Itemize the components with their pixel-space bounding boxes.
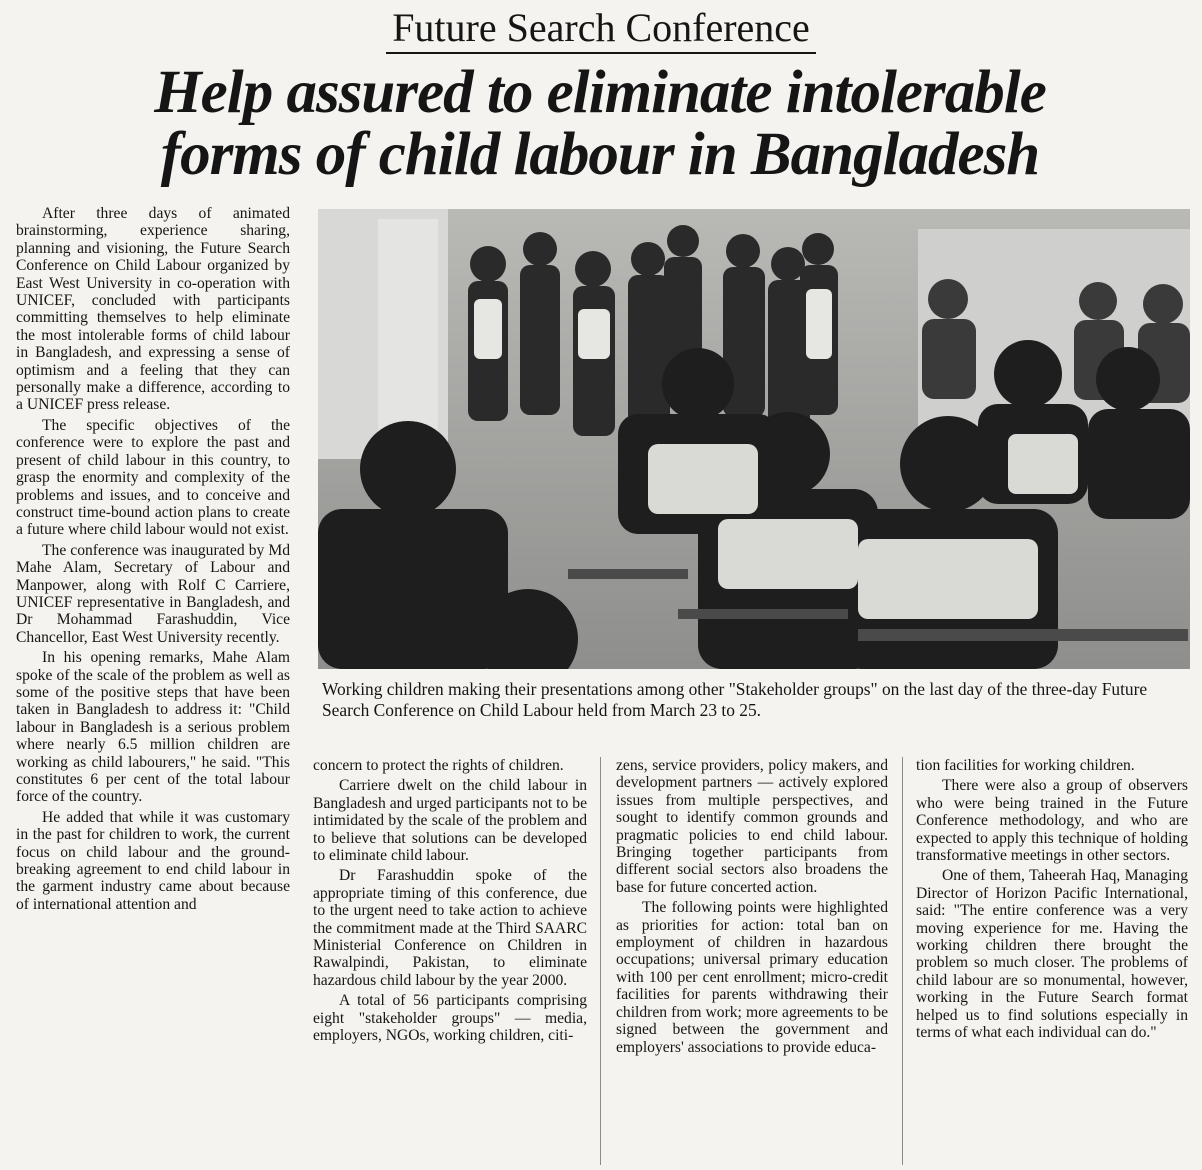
photo-caption: Working children making their presentations among other "Stakeholder groups" on the last day of the three-day Future Search Conference on Child Labour held from March 23 to 25.: [322, 679, 1148, 720]
section-kicker: [0, 4, 1202, 56]
paragraph: The following points were highlighted as priorities for action: total ban on employment of children in hazardous occupations; universal primary education with 100 per cent enrollment; micro-credit facilities for parents withdrawing their children from work; more agreements to be signed between the government and employers' associations to provide educa-: [616, 899, 888, 1056]
kicker-text: Future Search Conference: [386, 4, 816, 54]
article-headline: [20, 59, 1180, 188]
article-column-4: [916, 757, 1188, 1165]
article-column-2: [313, 757, 587, 1165]
paragraph: After three days of animated brainstorming, experience sharing, planning and visioning, the Future Search Conference on Child Labour organized by East West University in co-operation with UNICEF, concluded with participants committing themselves to help eliminate the most intolerable forms of child labour in Bangladesh, and expressing a sense of optimism and a feeling that they can personally make a difference, according to a UNICEF press release.: [16, 205, 290, 414]
paragraph: In his opening remarks, Mahe Alam spoke of the scale of the problem as well as some of the positive steps that have been taken in Bangladesh to address it: "Child labour in Bangladesh is a serious problem where nearly 6.5 million children are working as child labourers," he said. "This constitutes 6 per cent of the total labour force of the country.: [16, 649, 290, 806]
paragraph: Dr Farashuddin spoke of the appropriate timing of this conference, due to the urgent need to take action to achieve the commitment made at the Third SAARC Ministerial Conference on Children in Rawalpindi, Pakistan, to eliminate hazardous child labour by the year 2000.: [313, 867, 587, 989]
paragraph: There were also a group of observers who were being trained in the Future Conference methodology, and who are expected to apply this technique of holding transformative meetings in other sectors.: [916, 777, 1188, 865]
paragraph: He added that while it was customary in the past for children to work, the current focus on child labour and the ground-breaking agreement to end child labour in the garment industry came about because of international attention and: [16, 808, 290, 913]
paragraph: Carriere dwelt on the child labour in Bangladesh and urged participants not to be intimidated by the scale of the problem and to believe that solutions can be developed to eliminate child labour.: [313, 777, 587, 865]
column-divider: [902, 757, 903, 1165]
paragraph: tion facilities for working children.: [916, 757, 1135, 774]
article-column-3: [616, 757, 888, 1165]
photo-illustration: [318, 209, 1190, 669]
paragraph: The specific objectives of the conference were to explore the past and present of child labour in this country, to grasp the enormity and complexity of the problems and issues, and to conceive and construct time-bound action plans to create a future where child labour would not exist.: [16, 416, 290, 539]
paragraph: One of them, Taheerah Haq, Managing Director of Horizon Pacific International, said: "The entire conference was a very moving experience for me. Having the working children there brought the problem so much closer. The problems of child labour are so monumental, however, working in the Future Search format helped us to find solutions especially in terms of what each individual can do.": [916, 867, 1188, 1042]
article-column-1: [16, 205, 290, 1165]
headline-line-2: forms of child labour in Bangladesh: [160, 121, 1040, 188]
headline-line-1: Help assured to eliminate intolerable: [154, 59, 1046, 126]
paragraph: The conference was inaugurated by Md Mahe Alam, Secretary of Labour and Manpower, along with Rolf C Carriere, UNICEF representative in Bangladesh, and Dr Mohammad Farashuddin, Vice Chancellor, East West University recently.: [16, 541, 290, 646]
paragraph: concern to protect the rights of children.: [313, 757, 564, 774]
column-divider: [600, 757, 601, 1165]
conference-photo: [318, 209, 1190, 669]
paragraph: zens, service providers, policy makers, and development partners — actively explored issues from multiple perspectives, and sought to identify common grounds and pragmatic policies to end child labour. Bringing together participants from different social sectors also broadens the base for future concerted action.: [616, 757, 888, 896]
paragraph: A total of 56 participants comprising eight "stakeholder groups" — media, employers, NGOs, working children, citi-: [313, 992, 587, 1045]
